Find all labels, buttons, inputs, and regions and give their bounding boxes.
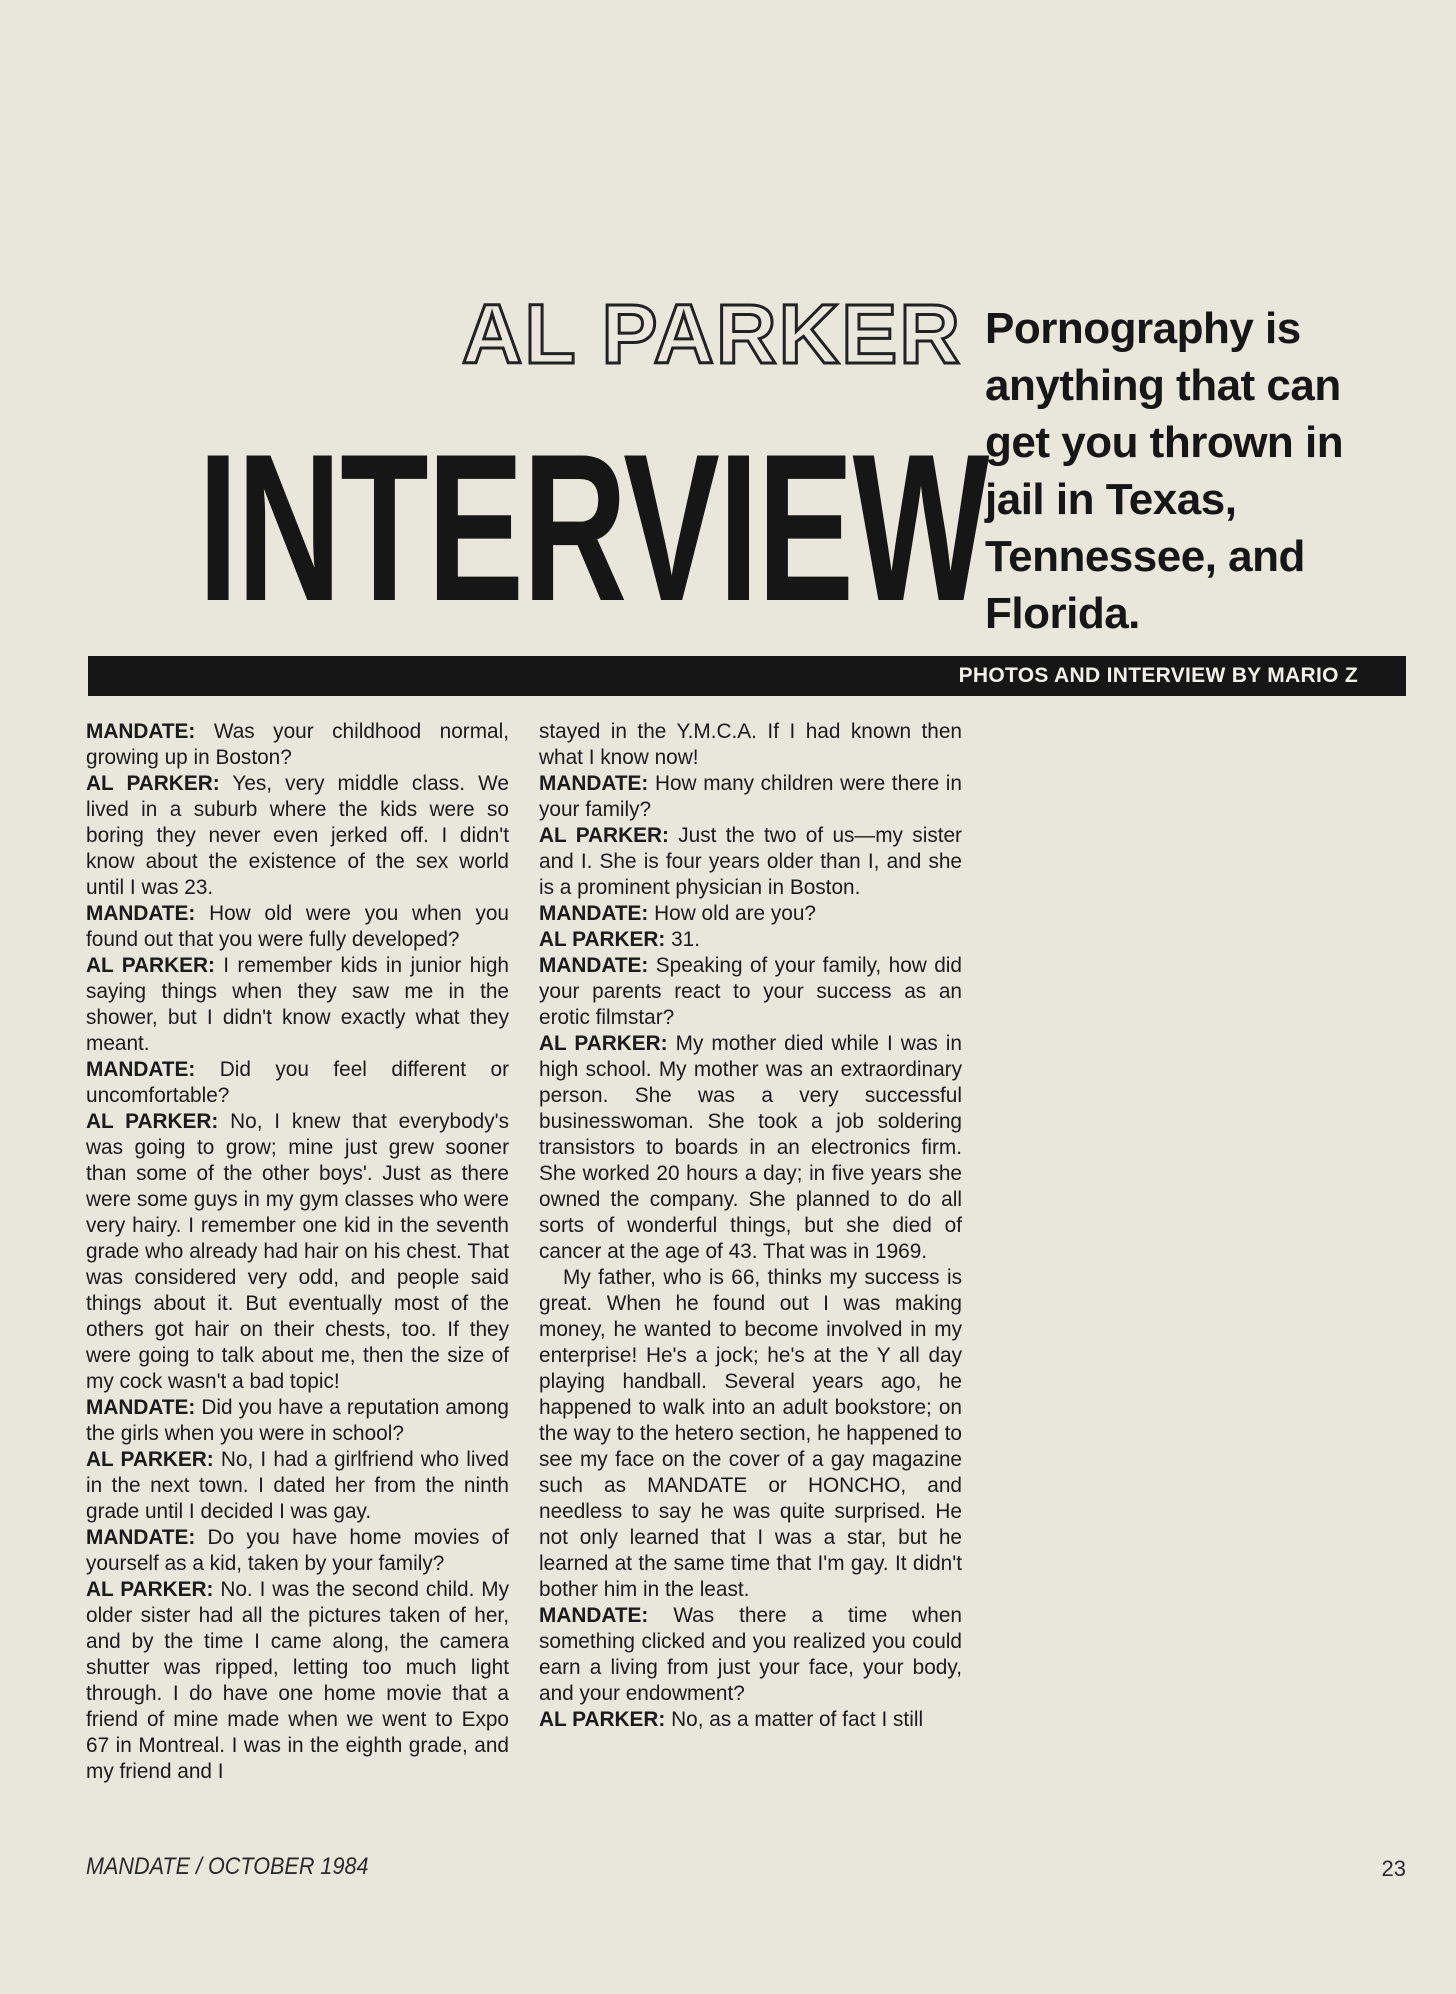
interview-paragraph	[86, 1057, 509, 1109]
paragraph-text: Do you have home movies of yourself as a kid, taken by your family?	[86, 1526, 509, 1575]
paragraph-text: Was your childhood normal, growing up in Boston?	[86, 720, 509, 769]
pull-quote: Pornography is anything that can get you thrown in jail in Texas, Tennessee, and Florida.	[985, 304, 1344, 638]
paragraph-text: How many children were there in your family?	[539, 772, 962, 821]
speaker-label: MANDATE:	[539, 1604, 649, 1627]
speaker-label: MANDATE:	[86, 1526, 196, 1549]
speaker-label: MANDATE:	[86, 720, 196, 743]
paragraph-text: Just the two of us—my sister and I. She is four years older than I, and she is a prominent physician in Boston.	[539, 824, 962, 899]
interview-paragraph	[539, 771, 962, 823]
paragraph-text: Speaking of your family, how did your parents react to your success as an erotic filmstar?	[539, 954, 962, 1029]
interview-paragraph	[86, 1577, 509, 1785]
title-rule-bar	[88, 656, 1406, 696]
speaker-label: AL PARKER:	[86, 954, 215, 977]
interview-paragraph	[539, 719, 962, 771]
title-interview: INTERVIEW	[198, 410, 988, 645]
interview-paragraph	[539, 1707, 962, 1733]
speaker-label: AL PARKER:	[86, 1448, 214, 1471]
page-number: 23	[1381, 1856, 1406, 1881]
interview-paragraph	[539, 927, 962, 953]
paragraph-text: My father, who is 66, thinks my success is great. When he found out I was making money, he wanted to become involved in my enterprise! He's a jock; he's at the Y all day playing handball. Several years ago, he happened to walk into an adult bookstore; on the way to the hetero section, he happened to see my face on the cover of a gay magazine such as MANDATE or HONCHO, and needless to say he was quite surprised. He not only learned that I was a star, but he learned at the same time that I'm gay. It didn't bother him in the least.	[539, 1266, 962, 1601]
interview-paragraph	[539, 1265, 962, 1603]
interview-paragraph	[539, 901, 962, 927]
paragraph-text: Was there a time when something clicked and you realized you could earn a living from just your face, your body, and your endowment?	[539, 1604, 962, 1705]
speaker-label: MANDATE:	[86, 902, 196, 925]
paragraph-text: No, I had a girlfriend who lived in the next town. I dated her from the ninth grade until I decided I was gay.	[86, 1448, 509, 1523]
paragraph-text: Yes, very middle class. We lived in a suburb where the kids were so boring they never even jerked off. I didn't know about the existence of the sex world until I was 23.	[86, 772, 509, 899]
speaker-label: AL PARKER:	[539, 1708, 666, 1731]
paragraph-text: I remember kids in junior high saying things when they saw me in the shower, but I didn't know exactly what they meant.	[86, 954, 509, 1055]
interview-paragraph	[86, 953, 509, 1057]
speaker-label: MANDATE:	[539, 954, 649, 977]
speaker-label: AL PARKER:	[86, 772, 220, 795]
interview-paragraph	[539, 1603, 962, 1707]
speaker-label: AL PARKER:	[86, 1110, 219, 1133]
paragraph-text: stayed in the Y.M.C.A. If I had known then what I know now!	[539, 720, 962, 769]
article-column-left	[86, 719, 509, 1785]
speaker-label: MANDATE:	[539, 902, 649, 925]
paragraph-text: 31.	[665, 928, 701, 951]
interview-paragraph	[86, 771, 509, 901]
photo-credit: PHOTOS AND INTERVIEW BY MARIO Z	[958, 664, 1358, 687]
interview-paragraph	[539, 823, 962, 901]
interview-paragraph	[86, 1395, 509, 1447]
paragraph-text: No. I was the second child. My older sister had all the pictures taken of her, and by the time I came along, the camera shutter was ripped, letting too much light through. I do have one home movie that a friend of mine made when we went to Expo 67 in Montreal. I was in the eighth grade, and my friend and I	[86, 1578, 509, 1783]
interview-paragraph	[86, 1109, 509, 1395]
paragraph-text: No, as a matter of fact I still	[665, 1708, 924, 1731]
interview-paragraph	[539, 953, 962, 1031]
speaker-label: AL PARKER:	[86, 1578, 214, 1601]
interview-paragraph	[86, 719, 509, 771]
speaker-label: AL PARKER:	[539, 928, 666, 951]
speaker-label: MANDATE:	[86, 1058, 196, 1081]
interview-paragraph	[539, 1031, 962, 1265]
paragraph-text: No, I knew that everybody's was going to grow; mine just grew sooner than some of the other boys'. Just as there were some guys in my gym classes who were very hairy. I remember one kid in the seventh grade who already had hair on his chest. That was considered very odd, and people said things about it. But eventually most of the others got hair on their chests, too. If they were going to talk about me, then the size of my cock wasn't a bad topic!	[86, 1110, 509, 1393]
paragraph-text: How old were you when you found out that you were fully developed?	[86, 902, 509, 951]
speaker-label: AL PARKER:	[539, 1032, 668, 1055]
interview-paragraph	[86, 901, 509, 953]
speaker-label: AL PARKER:	[539, 824, 669, 847]
paragraph-text: How old are you?	[648, 902, 816, 925]
title-al-parker: AL PARKER	[461, 287, 962, 381]
interview-paragraph	[86, 1447, 509, 1525]
paragraph-text: Did you have a reputation among the girls when you were in school?	[86, 1396, 509, 1445]
paragraph-text: My mother died while I was in high school. My mother was an extraordinary person. She was a very successful businesswoman. She took a job soldering transistors to boards in an electronics firm. She worked 20 hours a day; in five years she owned the company. She planned to do all sorts of wonderful things, but she died of cancer at the age of 43. That was in 1969.	[539, 1032, 962, 1263]
speaker-label: MANDATE:	[86, 1396, 196, 1419]
interview-paragraph	[86, 1525, 509, 1577]
speaker-label: MANDATE:	[539, 772, 649, 795]
magazine-issue-footer: MANDATE / OCTOBER 1984	[86, 1853, 369, 1880]
paragraph-text: Did you feel different or uncomfortable?	[86, 1058, 509, 1107]
article-column-right	[539, 719, 962, 1733]
